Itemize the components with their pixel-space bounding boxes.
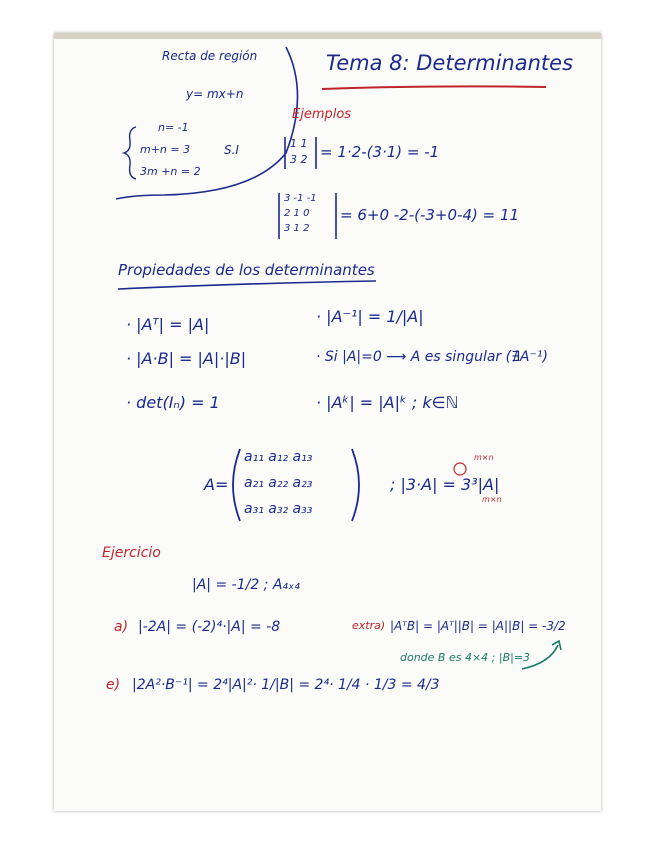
exercise-a-label: a) [114, 619, 129, 635]
properties-underline [118, 281, 376, 289]
matrix-paren-right [352, 449, 359, 521]
system-line-1: n= -1 [158, 121, 189, 134]
system-brace [124, 127, 136, 179]
ex1-row-2: 3 2 [290, 153, 308, 166]
page-title: Tema 8: Determinantes [326, 51, 574, 75]
exercise-extra-note: donde B es 4×4 ; |B|=3 [400, 651, 531, 664]
prop-inverse: · |A⁻¹| = 1/|A| [316, 307, 424, 326]
examples-heading: Ejemplos [292, 107, 352, 122]
ex2-row-1: 3 -1 -1 [284, 193, 317, 204]
scalar-note-bottom: m×n [482, 495, 502, 504]
title-underline [322, 86, 546, 89]
matrix-label: A= [204, 475, 229, 494]
system-line-2: m+n = 3 [140, 143, 191, 156]
circled-exponent [454, 463, 466, 475]
exercise-e-text: |2A²·B⁻¹| = 2⁴|A|²· 1/|B| = 2⁴· 1/4 · 1/3 = 4/3 [132, 677, 440, 693]
exercise-e-label: e) [106, 677, 121, 693]
ex1-row-1: 1 1 [290, 137, 308, 150]
scalar-rule: ; |3·A| = 3³|A| [390, 475, 500, 494]
prop-identity: · det(Iₙ) = 1 [126, 393, 220, 412]
prop-power: · |Aᵏ| = |A|ᵏ ; k∈ℕ [316, 393, 459, 412]
exercise-extra-text: |AᵀB| = |Aᵀ||B| = |A||B| = -3/2 [390, 619, 566, 633]
matrix-row-2: a₂₁ a₂₂ a₂₃ [244, 475, 313, 491]
prop-singular: · Si |A|=0 ⟶ A es singular (∄A⁻¹) [316, 349, 548, 365]
matrix-row-1: a₁₁ a₁₂ a₁₃ [244, 449, 313, 465]
system-result: S.I [224, 143, 239, 157]
exercise-heading: Ejercicio [102, 545, 161, 561]
exercise-extra-label: extra) [352, 619, 386, 632]
ex1-result: = 1·2-(3·1) = -1 [320, 143, 440, 161]
properties-heading: Propiedades de los determinantes [118, 261, 375, 279]
scalar-note-top: m×n [474, 453, 494, 462]
ex2-row-3: 3 1 2 [284, 223, 310, 234]
notebook-page [54, 33, 601, 811]
exercise-given: |A| = -1/2 ; A₄ₓ₄ [192, 577, 300, 593]
system-line-3: 3m +n = 2 [140, 165, 201, 178]
prop-product: · |A·B| = |A|·|B| [126, 349, 247, 368]
sidebox-heading: Recta de región [162, 49, 258, 63]
ex2-result: = 6+0 -2-(-3+0-4) = 11 [340, 206, 520, 224]
matrix-row-3: a₃₁ a₃₂ a₃₃ [244, 501, 313, 517]
line-equation: y= mx+n [186, 87, 244, 101]
ex2-row-2: 2 1 0 [284, 208, 310, 219]
matrix-paren-left [233, 449, 240, 521]
exercise-a-text: |-2A| = (-2)⁴·|A| = -8 [138, 619, 281, 635]
prop-transpose: · |Aᵀ| = |A| [126, 315, 210, 334]
